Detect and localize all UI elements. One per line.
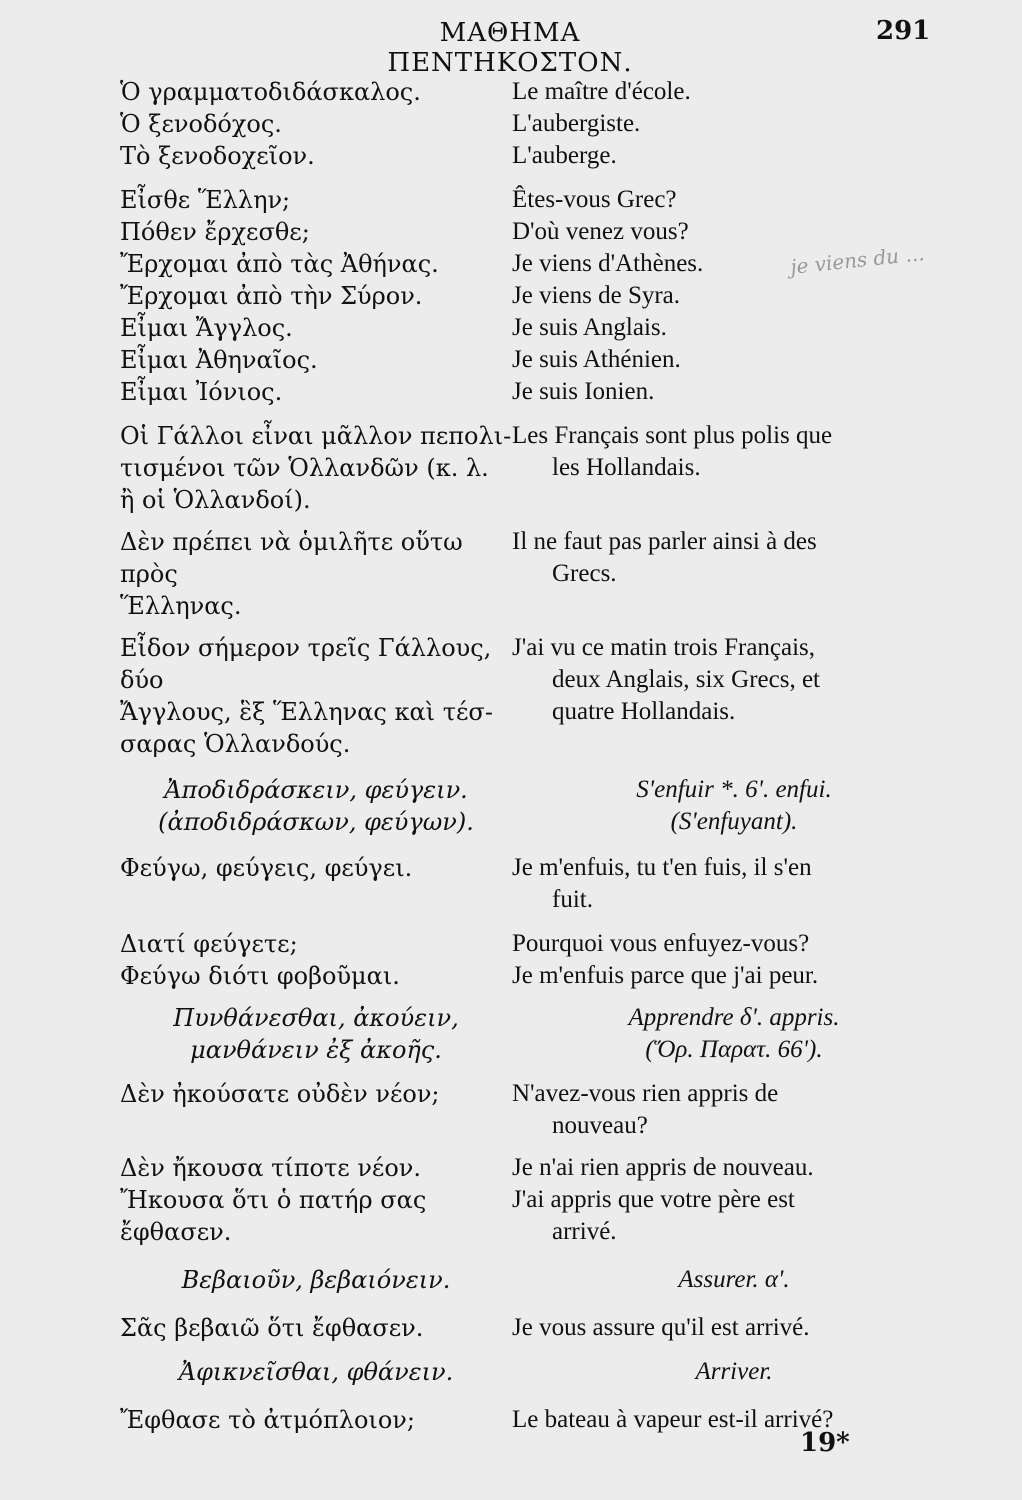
- french-line: Je m'enfuis, tu t'en fuis, il s'en: [512, 854, 812, 881]
- greek-phrase: [76, 248, 512, 280]
- french-translation: [512, 526, 956, 622]
- greek-line: Πόθεν ἔρχεσθε;: [120, 218, 310, 246]
- greek-line: Οἱ Γάλλοι εἶναι μᾶλλον πεπολι-: [120, 422, 512, 450]
- greek-line: Εἶσθε Ἕλλην;: [120, 186, 291, 214]
- french-line: D'où venez vous?: [512, 218, 689, 245]
- phrase-table: [76, 76, 956, 1436]
- phrase-row: [76, 774, 956, 838]
- greek-line: Εἶμαι Ἀθηναῖος.: [120, 346, 318, 374]
- greek-line: Εἶμαι Ἄγγλος.: [120, 314, 293, 342]
- greek-line: Ἔφθασε τὸ ἀτμόπλοιον;: [120, 1406, 415, 1434]
- french-translation: [512, 248, 956, 280]
- french-line: Les Français sont plus polis que: [512, 422, 833, 449]
- greek-line: τισμένοι τῶν Ὁλλανδῶν (κ. λ.: [120, 454, 489, 482]
- greek-phrase: [76, 108, 512, 140]
- phrase-row: [76, 108, 956, 140]
- greek-line: σαρας Ὁλλανδούς.: [120, 730, 351, 758]
- greek-line: Ἄγγλους, ἓξ Ἕλληνας καὶ τέσ-: [120, 698, 493, 726]
- greek-phrase: [76, 140, 512, 172]
- french-translation: [512, 280, 956, 312]
- greek-line: Πυνθάνεσθαι, ἀκούειν,: [173, 1004, 459, 1032]
- french-line: (S'enfuyant).: [670, 808, 798, 835]
- french-line: quatre Hollandais.: [552, 698, 736, 725]
- french-verb-heading: [512, 1264, 956, 1296]
- greek-line: (ἀποδιδράσκων, φεύγων).: [158, 808, 474, 836]
- french-line: Je suis Anglais.: [512, 314, 667, 341]
- french-line: L'auberge.: [512, 142, 617, 169]
- phrase-row: [76, 852, 956, 916]
- french-translation: [512, 960, 956, 992]
- greek-phrase: [76, 76, 512, 108]
- greek-phrase: [76, 376, 512, 408]
- french-translation: [512, 312, 956, 344]
- french-line: Je m'enfuis parce que j'ai peur.: [512, 962, 819, 989]
- phrase-row: [76, 1312, 956, 1344]
- french-line: Il ne faut pas parler ainsi à des: [512, 528, 817, 555]
- signature-mark: 19*: [800, 1428, 850, 1458]
- greek-phrase: [76, 632, 512, 760]
- greek-line: Δὲν ἠκούσατε οὐδὲν νέον;: [120, 1080, 440, 1108]
- phrase-row: [76, 140, 956, 172]
- greek-phrase: [76, 184, 512, 216]
- greek-line: Εἶδον σήμερον τρεῖς Γάλλους, δύο: [120, 634, 492, 694]
- phrase-row: [76, 1078, 956, 1142]
- french-translation: [512, 1078, 956, 1142]
- greek-line: Εἶμαι Ἰόνιος.: [120, 378, 283, 406]
- phrase-row: [76, 1356, 956, 1388]
- phrase-row: [76, 344, 956, 376]
- greek-phrase: [76, 312, 512, 344]
- phrase-row: [76, 1152, 956, 1184]
- phrase-row: [76, 1002, 956, 1066]
- greek-phrase: [76, 526, 512, 622]
- phrase-row: [76, 1264, 956, 1296]
- french-translation: [512, 184, 956, 216]
- phrase-row: [76, 376, 956, 408]
- page-number: 291: [876, 16, 931, 46]
- greek-line: Διατί φεύγετε;: [120, 930, 298, 958]
- phrase-row: [76, 184, 956, 216]
- french-translation: [512, 928, 956, 960]
- french-translation: [512, 1184, 956, 1248]
- phrase-row: [76, 632, 956, 760]
- french-line: Arriver.: [695, 1358, 773, 1385]
- french-translation: [512, 1404, 956, 1436]
- french-line: Le bateau à vapeur est-il arrivé?: [512, 1406, 834, 1433]
- french-line: Grecs.: [552, 560, 617, 587]
- french-line: Je viens de Syra.: [512, 282, 681, 309]
- page-title: ΜΑΘΗΜΑ ΠΕΝΤΗΚΟΣΤΟΝ.: [387, 18, 633, 78]
- french-verb-heading: [512, 1356, 956, 1388]
- french-translation: [512, 108, 956, 140]
- french-translation: [512, 852, 956, 916]
- greek-phrase: [76, 928, 512, 960]
- phrase-row: [76, 960, 956, 992]
- greek-phrase: [76, 1404, 512, 1436]
- greek-line: Φεύγω διότι φοβοῦμαι.: [120, 962, 400, 990]
- french-verb-heading: [512, 774, 956, 838]
- phrase-row: [76, 420, 956, 516]
- greek-phrase: [76, 216, 512, 248]
- french-line: les Hollandais.: [552, 454, 701, 481]
- french-line: N'avez-vous rien appris de: [512, 1080, 779, 1107]
- greek-line: Σᾶς βεβαιῶ ὅτι ἔφθασεν.: [120, 1314, 424, 1342]
- french-line: J'ai appris que votre père est: [512, 1186, 795, 1213]
- greek-line: Ἤκουσα ὅτι ὁ πατήρ σας ἔφθασεν.: [120, 1186, 427, 1246]
- greek-line: Ἕλληνας.: [120, 592, 242, 620]
- greek-phrase: [76, 1184, 512, 1248]
- french-translation: [512, 1152, 956, 1184]
- phrase-row: [76, 216, 956, 248]
- french-verb-heading: [512, 1002, 956, 1066]
- greek-phrase: [76, 1312, 512, 1344]
- greek-phrase: [76, 960, 512, 992]
- french-line: Je n'ai rien appris de nouveau.: [512, 1154, 814, 1181]
- french-line: Pourquoi vous enfuyez-vous?: [512, 930, 810, 957]
- greek-line: Ἔρχομαι ἀπὸ τὴν Σύρον.: [120, 282, 423, 310]
- french-translation: [512, 216, 956, 248]
- greek-line: Ἀφικνεῖσθαι, φθάνειν.: [178, 1358, 454, 1386]
- french-translation: [512, 344, 956, 376]
- greek-line: Ἔρχομαι ἀπὸ τὰς Ἀθήνας.: [120, 250, 439, 278]
- greek-line: Φεύγω, φεύγεις, φεύγει.: [120, 854, 413, 882]
- phrase-row: [76, 280, 956, 312]
- phrase-row: [76, 76, 956, 108]
- greek-phrase: [76, 852, 512, 916]
- french-line: nouveau?: [552, 1112, 648, 1139]
- french-translation: [512, 76, 956, 108]
- greek-phrase: [76, 420, 512, 516]
- greek-phrase: [76, 280, 512, 312]
- greek-verb-heading: [76, 1002, 512, 1066]
- phrase-row: [76, 312, 956, 344]
- handwritten-margin-note: je viens du ...: [789, 241, 926, 279]
- french-line: J'ai vu ce matin trois Français,: [512, 634, 816, 661]
- greek-verb-heading: [76, 774, 512, 838]
- greek-verb-heading: [76, 1264, 512, 1296]
- greek-phrase: [76, 1152, 512, 1184]
- greek-line: Τὸ ξενοδοχεῖον.: [120, 142, 315, 170]
- greek-verb-heading: [76, 1356, 512, 1388]
- greek-line: Δὲν πρέπει νὰ ὁμιλῆτε οὕτω πρὸς: [120, 528, 463, 588]
- phrase-row: [76, 1184, 956, 1248]
- greek-line: μανθάνειν ἐξ ἀκοῆς.: [190, 1036, 442, 1064]
- french-line: Êtes-vous Grec?: [512, 186, 677, 213]
- phrase-row: [76, 526, 956, 622]
- french-translation: [512, 420, 956, 516]
- french-translation: [512, 140, 956, 172]
- greek-phrase: [76, 344, 512, 376]
- french-line: Je suis Ionien.: [512, 378, 655, 405]
- greek-phrase: [76, 1078, 512, 1142]
- french-line: S'enfuir *. 6'. enfui.: [636, 776, 832, 803]
- french-translation: [512, 376, 956, 408]
- french-line: Apprendre δ'. appris.: [628, 1004, 840, 1031]
- french-line: L'aubergiste.: [512, 110, 641, 137]
- greek-line: ἢ οἱ Ὁλλανδοί).: [120, 486, 311, 514]
- french-line: Je suis Athénien.: [512, 346, 681, 373]
- greek-line: Ὁ ξενοδόχος.: [120, 110, 282, 138]
- french-translation: [512, 632, 956, 760]
- greek-line: Βεβαιοῦν, βεβαιόνειν.: [181, 1266, 451, 1294]
- french-line: Assurer. α'.: [678, 1266, 790, 1293]
- french-line: arrivé.: [552, 1218, 617, 1245]
- french-translation: [512, 1312, 956, 1344]
- phrase-row: [76, 928, 956, 960]
- french-line: Je vous assure qu'il est arrivé.: [512, 1314, 810, 1341]
- french-line: Le maître d'école.: [512, 78, 691, 105]
- greek-line: Ἀποδιδράσκειν, φεύγειν.: [164, 776, 468, 804]
- phrase-row: [76, 248, 956, 280]
- greek-line: Δὲν ἤκουσα τίποτε νέον.: [120, 1154, 422, 1182]
- french-line: Je viens d'Athènes.: [512, 250, 704, 277]
- french-line: fuit.: [552, 886, 593, 913]
- french-line: deux Anglais, six Grecs, et: [552, 666, 821, 693]
- greek-line: Ὁ γραμματοδιδάσκαλος.: [120, 78, 421, 106]
- french-line: (Ὅρ. Παρατ. 66').: [645, 1036, 823, 1063]
